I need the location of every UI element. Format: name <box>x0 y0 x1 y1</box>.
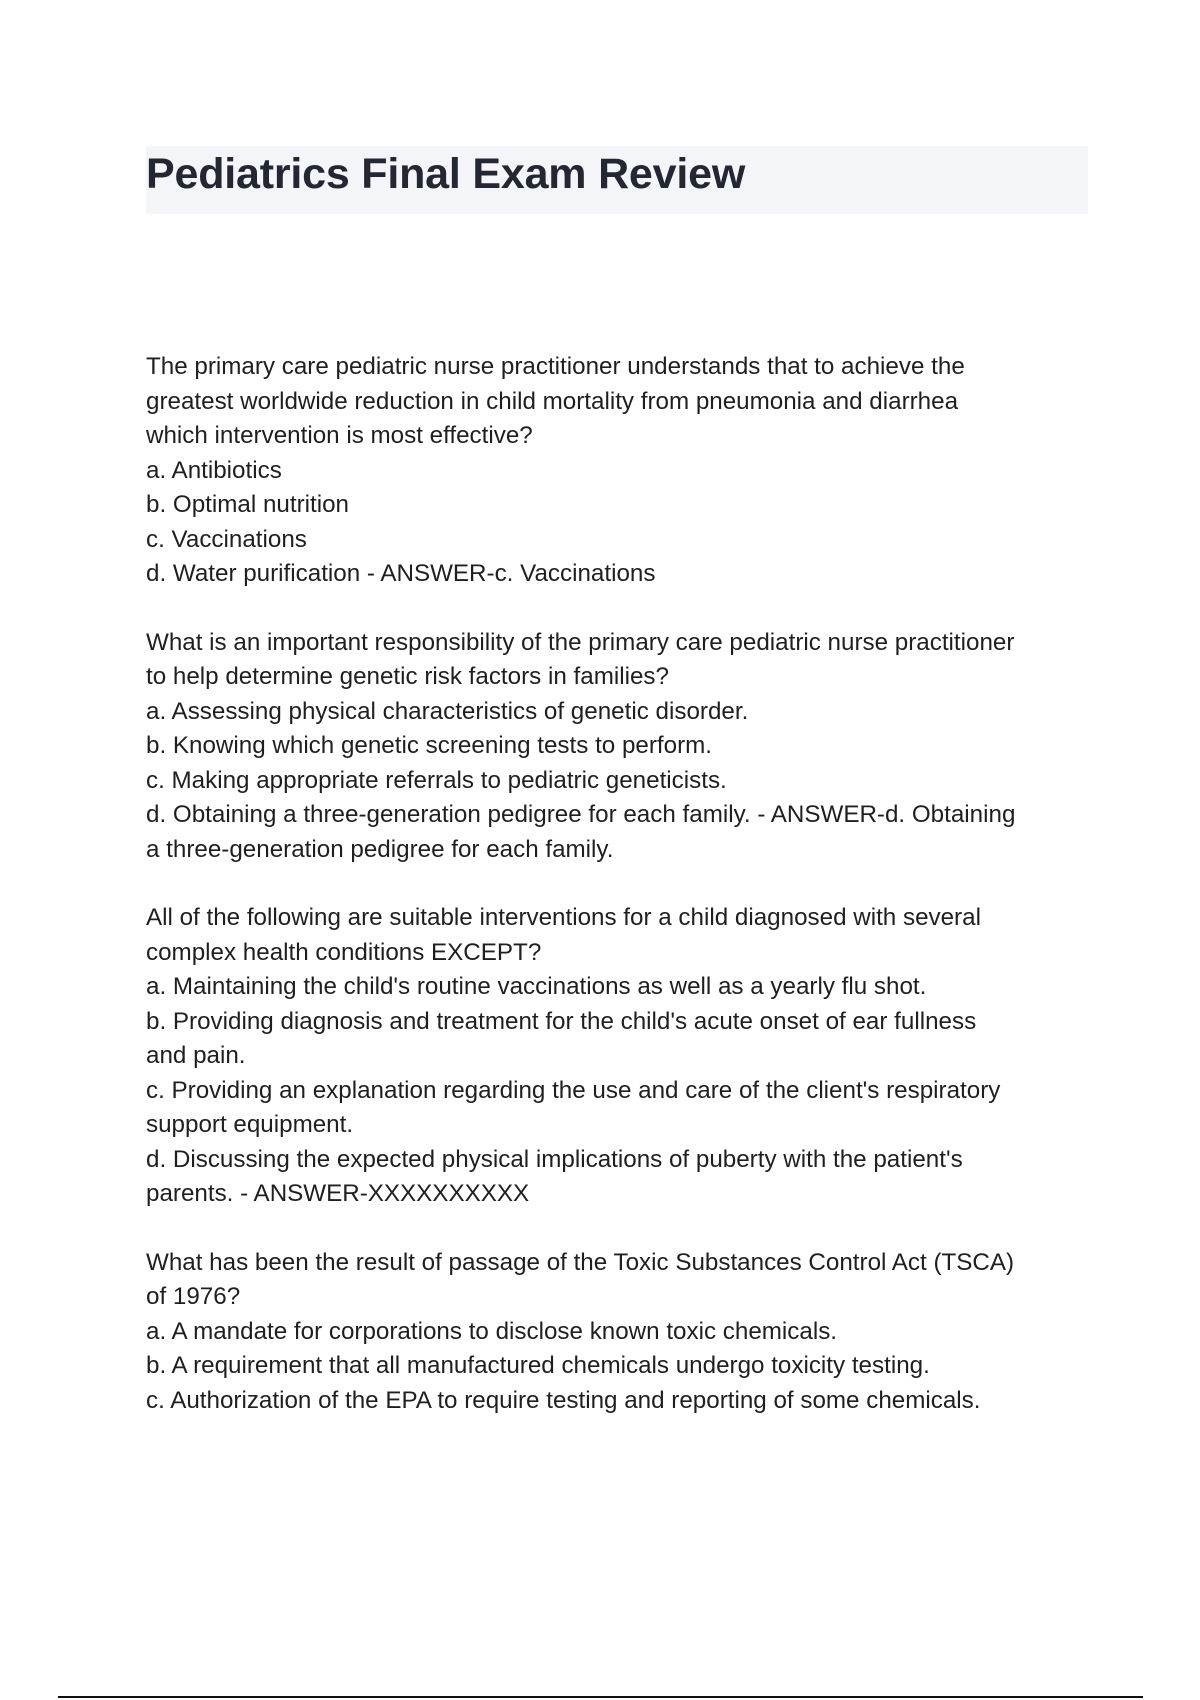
question-1-line-1: The primary care pediatric nurse practitioner understands that to achieve the <box>146 353 965 380</box>
question-list <box>146 350 1096 1452</box>
question-2-answer-continued: a three-generation pedigree for each family. <box>146 835 614 863</box>
question-3-option-b: b. Providing diagnosis and treatment for the child's acute onset of ear fullness <box>146 1007 977 1035</box>
question-2-option-d-answer: d. Obtaining a three-generation pedigree for each family. - ANSWER-d. Obtaining <box>146 801 1016 828</box>
question-block-1 <box>146 350 1096 592</box>
question-4-option-b: b. A requirement that all manufactured chemicals undergo toxicity testing. <box>146 1352 930 1379</box>
question-block-2 <box>146 626 1096 868</box>
question-4-option-c: c. Authorization of the EPA to require testing and reporting of some chemicals. <box>146 1386 981 1414</box>
question-1-option-c: c. Vaccinations <box>146 525 307 553</box>
page-bottom-rule <box>58 1696 1143 1698</box>
question-3-option-b-continued: and pain. <box>146 1042 246 1069</box>
question-2-line-1: What is an important responsibility of the primary care pediatric nurse practitioner <box>146 628 1015 656</box>
question-block-4 <box>146 1246 1096 1419</box>
question-3-option-a: a. Maintaining the child's routine vaccinations as well as a yearly flu shot. <box>146 973 927 1000</box>
question-3-option-c-continued: support equipment. <box>146 1111 354 1138</box>
question-block-3 <box>146 901 1096 1212</box>
question-4-line-1: What has been the result of passage of the Toxic Substances Control Act (TSCA) <box>146 1248 1015 1276</box>
question-3-answer: parents. - ANSWER-XXXXXXXXXX <box>146 1180 530 1207</box>
question-1-line-3: which intervention is most effective? <box>146 422 533 449</box>
question-1-line-2: greatest worldwide reduction in child mortality from pneumonia and diarrhea <box>146 387 959 415</box>
question-3-line-2: complex health conditions EXCEPT? <box>146 938 542 966</box>
question-1-option-d-answer: d. Water purification - ANSWER-c. Vaccinations <box>146 560 656 587</box>
question-3-option-d: d. Discussing the expected physical implications of puberty with the patient's <box>146 1145 963 1173</box>
question-4-line-2: of 1976? <box>146 1283 241 1310</box>
question-2-option-a: a. Assessing physical characteristics of genetic disorder. <box>146 697 749 725</box>
question-1-option-b: b. Optimal nutrition <box>146 491 349 518</box>
question-3-option-c: c. Providing an explanation regarding the use and care of the client's respiratory <box>146 1076 1001 1104</box>
question-4-option-a: a. A mandate for corporations to disclose known toxic chemicals. <box>146 1317 838 1345</box>
question-2-option-c: c. Making appropriate referrals to pediatric geneticists. <box>146 766 727 794</box>
question-2-line-2: to help determine genetic risk factors in families? <box>146 663 669 690</box>
page-title: Pediatrics Final Exam Review <box>146 150 746 198</box>
question-1-option-a: a. Antibiotics <box>146 456 282 484</box>
question-2-option-b: b. Knowing which genetic screening tests to perform. <box>146 732 713 759</box>
question-3-line-1: All of the following are suitable interventions for a child diagnosed with several <box>146 904 981 931</box>
